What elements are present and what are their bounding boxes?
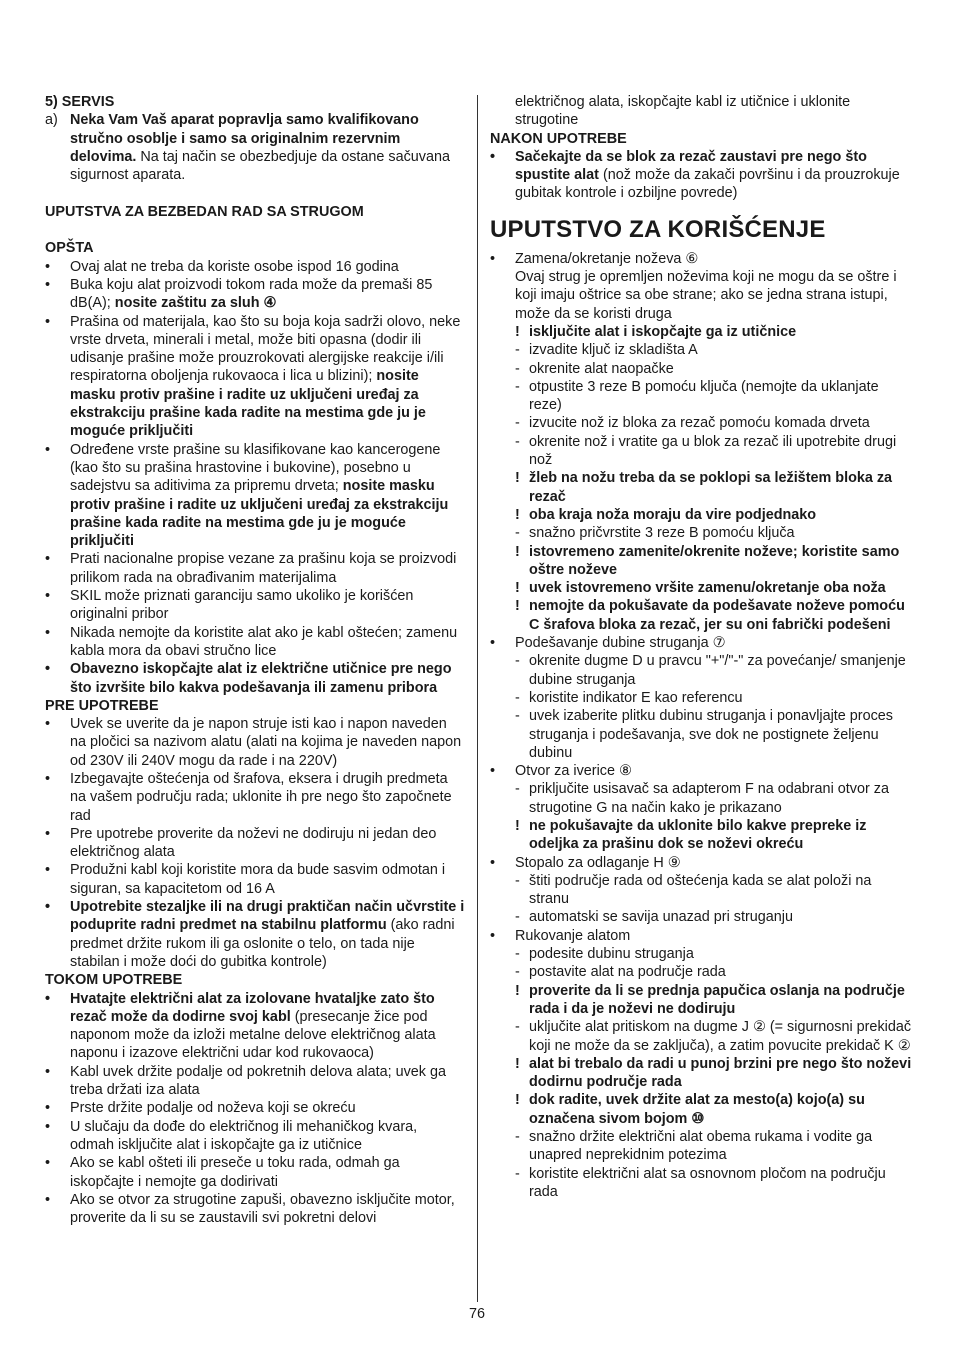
list-item — [45, 715, 465, 770]
body-text: Na taj način se obezbedjuje da ostane sačuvana sigurnost aparata. — [70, 148, 451, 184]
list-marker: ! — [515, 580, 520, 597]
bold-text: Upotrebite stezaljke ili na drugi praktičan način učvrstite i poduprite radni predmet na stabilnu platformu — [70, 899, 465, 934]
body-text: (nož može da zakači površinu i da prouzrokuje gubitak kontrole i ozbiljne povrede) — [515, 167, 900, 202]
body-text: Podešavanje dubine struganja ⑦ — [515, 635, 726, 652]
item-text — [70, 1191, 465, 1228]
list-marker: • — [490, 927, 496, 944]
list-marker: • — [45, 1155, 51, 1172]
list-marker: - — [515, 433, 520, 450]
list-item — [490, 1165, 914, 1202]
section-heading: 5) SERVIS — [45, 94, 115, 110]
item-text — [529, 707, 914, 762]
item-text — [529, 652, 914, 689]
list-marker: • — [45, 588, 51, 605]
item-text — [70, 587, 465, 624]
item-text — [529, 817, 914, 854]
item-text — [529, 414, 914, 432]
list-marker: • — [45, 1118, 51, 1135]
list-marker: ! — [515, 506, 520, 523]
list-marker: - — [515, 653, 520, 670]
list-item — [45, 1191, 465, 1228]
list-marker: • — [45, 313, 51, 330]
list-marker: • — [45, 276, 51, 293]
list-marker: • — [45, 990, 51, 1007]
list-item — [45, 624, 465, 661]
item-text — [70, 276, 465, 313]
list-item — [490, 854, 914, 872]
item-text — [515, 93, 914, 130]
item-text — [529, 945, 914, 963]
list-marker: - — [515, 378, 520, 395]
body-text: Prati nacionalne propise vezane za prašinu koja se proizvodi prilikom rada na obrađivanim materijalima — [70, 551, 457, 586]
list-item — [490, 927, 914, 945]
list-item — [490, 817, 914, 854]
list-item — [490, 707, 914, 762]
item-text — [515, 927, 914, 945]
body-text: U slučaju da dođe do električnog ili mehaničkog kvara, odmah isključite alat i iskopčajte ga iz utičnice — [70, 1118, 418, 1153]
list-item — [490, 93, 914, 130]
item-text — [70, 660, 465, 697]
list-item — [490, 469, 914, 506]
list-item — [490, 634, 914, 652]
body-text: Ako se otvor za strugotine zapuši, obavezno isključite motor, proverite da li su se zaustavili svi pokretni delovi — [70, 1191, 455, 1227]
list-item — [45, 825, 465, 862]
bold-text: alat bi trebalo da radi u punoj brzini pre nego što noževi dodirnu područje rada — [529, 1055, 912, 1091]
list-item — [490, 433, 914, 470]
bold-text: Obavezno iskopčajte alat iz električne utičnice pre nego što izvršite bilo kakva podešavanja ili zamenu pribora — [70, 661, 452, 696]
body-text: automatski se savija unazad pri struganju — [529, 909, 793, 926]
list-item — [490, 524, 914, 542]
body-text: Pre upotrebe proverite da noževi ne dodiruju ni jedan deo električnog alata — [70, 825, 437, 861]
list-marker: • — [45, 551, 51, 568]
item-text — [70, 898, 465, 971]
list-item — [490, 250, 914, 268]
item-text — [529, 1055, 914, 1092]
list-marker: • — [490, 250, 496, 267]
list-item — [45, 1118, 465, 1155]
bold-text: dok radite, uvek držite alat za mesto(a) kojo(a) su označena sivom bojom ⑩ — [529, 1092, 865, 1127]
item-text — [529, 341, 914, 359]
body-text: uvek izaberite plitku dubinu struganja i ponavljajte proces struganja i podešavanja, sve dok ne postignete željenu dubinu — [529, 708, 893, 761]
list-marker: - — [515, 1129, 520, 1146]
list-marker: - — [515, 525, 520, 542]
list-item — [490, 543, 914, 580]
list-marker: • — [45, 258, 51, 275]
list-item — [45, 276, 465, 313]
body-text: električnog alata, iskopčajte kabl iz utičnice i uklonite strugotine — [515, 94, 851, 129]
body-text: Prašina od materijala, kao što su boja koja sadrži olovo, neke vrste drveta, minerali i metal, može biti opasna (dodir ili udisanje prašine može prouzrokovati alergijske reakcije i/ili respiratorna oboljenja rukovaoca i lica u blizini); — [70, 313, 461, 385]
item-text — [515, 148, 914, 203]
list-marker: • — [45, 1100, 51, 1117]
bold-text: nemojte da pokušavate da podešavate noževe pomoću C šrafova bloka za rezač, jer su oni fabrički podešeni — [529, 598, 905, 633]
list-marker: • — [490, 763, 496, 780]
list-marker: ! — [515, 982, 520, 999]
list-marker: - — [515, 360, 520, 377]
list-item — [45, 258, 465, 276]
list-item — [490, 1018, 914, 1055]
bold-text: uvek istovremeno vršite zamenu/okretanje oba noža — [529, 580, 886, 597]
section-heading: OPŠTA — [45, 240, 94, 257]
list-marker: - — [515, 964, 520, 981]
item-text — [70, 550, 465, 587]
list-marker: - — [515, 1019, 520, 1036]
item-text — [70, 624, 465, 661]
list-item — [490, 982, 914, 1019]
body-text: postavite alat na područje rada — [529, 964, 726, 981]
item-text — [515, 762, 914, 780]
list-item — [490, 1055, 914, 1092]
body-text: izvadite ključ iz skladišta A — [529, 342, 698, 359]
section-heading: TOKOM UPOTREBE — [45, 972, 183, 989]
list-item — [490, 780, 914, 817]
body-text: koristite električni alat sa osnovnom pločom na području rada — [529, 1165, 886, 1200]
item-text — [529, 1128, 914, 1165]
item-text — [529, 1018, 914, 1055]
body-text: Zamena/okretanje noževa ⑥ — [515, 250, 699, 267]
item-text — [70, 111, 465, 184]
body-text: snažno pričvrstite 3 reze B pomoću ključa — [529, 525, 795, 542]
list-marker: • — [490, 635, 496, 652]
list-item — [490, 579, 914, 597]
item-text — [529, 1091, 914, 1128]
bold-text: žleb na nožu treba da se poklopi sa ležištem bloka za rezač — [529, 470, 893, 505]
list-item — [490, 341, 914, 359]
item-text — [70, 715, 465, 770]
list-marker: ! — [515, 323, 520, 340]
list-item — [45, 1154, 465, 1191]
list-item — [45, 111, 465, 184]
column-divider — [477, 95, 478, 1302]
body-text: SKIL može priznati garanciju samo ukoliko je korišćen originalni pribor — [70, 588, 414, 623]
list-marker: • — [45, 862, 51, 879]
item-text — [529, 780, 914, 817]
item-text — [70, 1154, 465, 1191]
item-text — [515, 634, 914, 652]
list-item — [490, 945, 914, 963]
item-text — [529, 982, 914, 1019]
list-item — [45, 550, 465, 587]
item-text — [70, 1118, 465, 1155]
bold-text: Sačekajte da se blok za rezač zaustavi pre nego što spustite alat — [515, 148, 867, 184]
body-text: Stopalo za odlaganje H ⑨ — [515, 854, 681, 871]
list-item — [490, 1128, 914, 1165]
spacer — [45, 184, 465, 202]
bold-text: istovremeno zamenite/okrenite noževe; koristite samo oštre noževe — [529, 543, 900, 578]
list-marker — [490, 268, 515, 323]
body-text: Otvor za iverice ⑧ — [515, 763, 632, 780]
bold-text: Hvatajte električni alat za izolovane hvataljke zato što rezač može da dodirne svoj kabl — [70, 990, 435, 1025]
list-item — [490, 908, 914, 926]
item-text — [529, 323, 914, 341]
body-text: koristite indikator E kao referencu — [529, 689, 743, 706]
body-text: priključite usisavač sa adapterom F na odabrani otvor za strugotine G na način kako je prikazano — [529, 781, 889, 816]
list-item — [490, 323, 914, 341]
item-text — [529, 360, 914, 378]
body-text: Ako se kabl ošteti ili preseče u toku rada, odmah ga iskopčajte i nemojte ga dodirivati — [70, 1155, 400, 1190]
list-item — [490, 360, 914, 378]
list-marker: ! — [515, 817, 520, 834]
list-marker: - — [515, 708, 520, 725]
list-item — [490, 762, 914, 780]
list-item — [490, 1091, 914, 1128]
body-text: Ovaj strug je opremljen noževima koji ne mogu da se oštre i koji imaju oštrice sa obe strane; ako se jedna strana istupi, može da se koristi druga — [515, 269, 897, 322]
list-marker: ! — [515, 1055, 520, 1072]
list-marker: • — [45, 1063, 51, 1080]
body-text: Kabl uvek držite podalje od pokretnih delova alata; uvek ga treba držati iza alata — [70, 1063, 447, 1099]
item-text — [529, 543, 914, 580]
bold-text: oba kraja noža moraju da vire podjednako — [529, 506, 817, 523]
list-item — [45, 660, 465, 697]
item-text — [515, 268, 914, 323]
list-item — [45, 770, 465, 825]
body-text: štiti područje rada od oštećenja kada se alat položi na stranu — [529, 872, 872, 908]
item-text — [70, 313, 465, 441]
list-marker: • — [490, 148, 496, 165]
body-text: Izbegavajte oštećenja od šrafova, eksera i drugih predmeta na vašem području rada; uklonite ih pre nego što započnete rad — [70, 770, 452, 824]
list-marker: - — [515, 909, 520, 926]
item-text — [529, 689, 914, 707]
item-text — [70, 258, 465, 276]
body-text: Uvek se uverite da je napon struje isti kao i napon naveden na pločici sa nazivom alatu (alati na kojima je naveden napon od 230V ili 240V mogu da rade i na 220V) — [70, 716, 462, 769]
list-marker: - — [515, 1165, 520, 1182]
item-text — [70, 1063, 465, 1100]
list-item — [45, 1099, 465, 1117]
item-text — [529, 597, 914, 634]
item-text — [70, 825, 465, 862]
bold-text: isključite alat i iskopčajte ga iz utičnice — [529, 323, 797, 340]
list-item — [45, 990, 465, 1063]
item-text — [529, 524, 914, 542]
item-text — [529, 872, 914, 909]
item-text — [515, 250, 914, 268]
list-marker: a) — [45, 112, 58, 129]
body-text: (presecanje žice pod naponom može da izloži metalne delove električnog alata naponu i izazove električni udar kod rukovaoca) — [70, 1008, 436, 1062]
bold-text: proverite da li se prednja papučica oslanja na područje rada i da je noževi ne dodiruju — [529, 982, 905, 1017]
spacer — [45, 221, 465, 239]
list-marker: ! — [515, 470, 520, 487]
item-text — [529, 963, 914, 981]
list-marker: • — [45, 825, 51, 842]
list-item — [45, 1063, 465, 1100]
list-marker: - — [515, 781, 520, 798]
section-heading: NAKON UPOTREBE — [490, 130, 627, 147]
list-item — [45, 313, 465, 441]
list-marker: ! — [515, 1092, 520, 1109]
list-marker: • — [45, 770, 51, 787]
body-text: okrenite dugme D u pravcu "+"/"-" za povećanje/ smanjenje dubine struganja — [529, 653, 906, 688]
item-text — [70, 770, 465, 825]
page-number: 76 — [468, 1306, 485, 1322]
item-text — [515, 854, 914, 872]
list-marker: • — [490, 854, 496, 871]
item-text — [529, 579, 914, 597]
section-title: UPUTSTVO ZA KORIŠĆENJE — [490, 215, 826, 243]
item-text — [529, 908, 914, 926]
list-marker: - — [515, 946, 520, 963]
list-item — [45, 898, 465, 971]
body-text: okrenite alat naopačke — [529, 360, 674, 377]
body-text: otpustite 3 reze B pomoću ključa (nemojte da uklanjate reze) — [529, 378, 879, 414]
list-item — [490, 268, 914, 323]
bold-text: nosite zaštitu za sluh ④ — [114, 295, 277, 312]
left-column — [45, 93, 465, 1227]
list-item — [490, 597, 914, 634]
body-text: (ako radni predmet držite rukom ili ga oslonite o telo, on tada nije stabilan i može doći do gubitka kontrole) — [70, 917, 455, 970]
list-item — [45, 587, 465, 624]
body-text: izvucite nož iz bloka za rezač pomoću komada drveta — [529, 415, 870, 432]
item-text — [70, 441, 465, 551]
list-item — [45, 441, 465, 551]
item-text — [70, 861, 465, 898]
body-text: podesite dubinu struganja — [529, 946, 694, 963]
body-text: Nikada nemojte da koristite alat ako je kabl oštećen; zamenu kabla mora da obavi stručno lice — [70, 624, 458, 659]
item-text — [529, 506, 914, 524]
item-text — [529, 1165, 914, 1202]
right-column — [490, 93, 914, 1201]
list-item — [490, 506, 914, 524]
body-text: Rukovanje alatom — [515, 927, 631, 944]
bold-text: Neka Vam Vaš aparat popravlja samo kvalifikovano stručno osoblje i samo sa originalnim rezervnim delovima. — [70, 112, 419, 165]
list-item — [490, 689, 914, 707]
list-marker: • — [45, 661, 51, 678]
list-item — [490, 148, 914, 203]
body-text: okrenite nož i vratite ga u blok za rezač ili upotrebite drugi nož — [529, 433, 897, 469]
item-text — [529, 378, 914, 415]
list-marker: - — [515, 872, 520, 889]
body-text: Prste držite podalje od noževa koji se okreću — [70, 1100, 356, 1117]
list-marker: ! — [515, 543, 520, 560]
list-marker: • — [45, 441, 51, 458]
list-marker: • — [45, 1191, 51, 1208]
list-marker: • — [45, 899, 51, 916]
body-text: Buka koju alat proizvodi tokom rada može da premaši 85 dB(A); — [70, 276, 433, 312]
list-item — [490, 378, 914, 415]
list-item — [490, 872, 914, 909]
section-heading: UPUTSTVA ZA BEZBEDAN RAD SA STRUGOM — [45, 203, 364, 220]
list-item — [45, 861, 465, 898]
item-text — [70, 990, 465, 1063]
list-marker: ! — [515, 598, 520, 615]
list-marker: - — [515, 689, 520, 706]
list-item — [490, 963, 914, 981]
list-marker: • — [45, 716, 51, 733]
list-marker: - — [515, 415, 520, 432]
list-item — [490, 414, 914, 432]
bold-text: nosite masku protiv prašine i radite uz uključeni uređaj za ekstrakciju prašine kada radite na mestima gde ju je moguće priključiti — [70, 478, 449, 550]
body-text: snažno držite električni alat obema rukama i vodite ga unapred neprekidnim potezima — [529, 1129, 873, 1164]
list-item — [490, 652, 914, 689]
list-marker: - — [515, 342, 520, 359]
body-text: Određene vrste prašine su klasifikovane kao kancerogene (kao što su prašina hrastovine i bukovine), posebno u sadejstvu sa aditivima za pripremu drveta; — [70, 441, 441, 495]
body-text: Ovaj alat ne treba da koriste osobe ispod 16 godina — [70, 258, 399, 275]
item-text — [70, 1099, 465, 1117]
body-text: Produžni kabl koji koristite mora da bude sasvim odmotan i siguran, sa kapacitetom od 16 A — [70, 862, 446, 897]
body-text: uključite alat pritiskom na dugme J ② (= sigurnosni prekidač koji ne može da se zaključa), a zatim povucite prekidač K ② — [529, 1019, 912, 1054]
section-heading: PRE UPOTREBE — [45, 697, 159, 714]
list-marker: • — [45, 624, 51, 641]
list-marker — [490, 93, 515, 130]
item-text — [529, 433, 914, 470]
bold-text: nosite masku protiv prašine i radite uz uključeni uređaj za ekstrakciju prašine kada radite na mestima gde ju je moguće priključiti — [70, 368, 426, 440]
item-text — [529, 469, 914, 506]
bold-text: ne pokušavajte da uklonite bilo kakve prepreke iz odeljka za prašinu dok se noževi okreću — [529, 817, 867, 853]
